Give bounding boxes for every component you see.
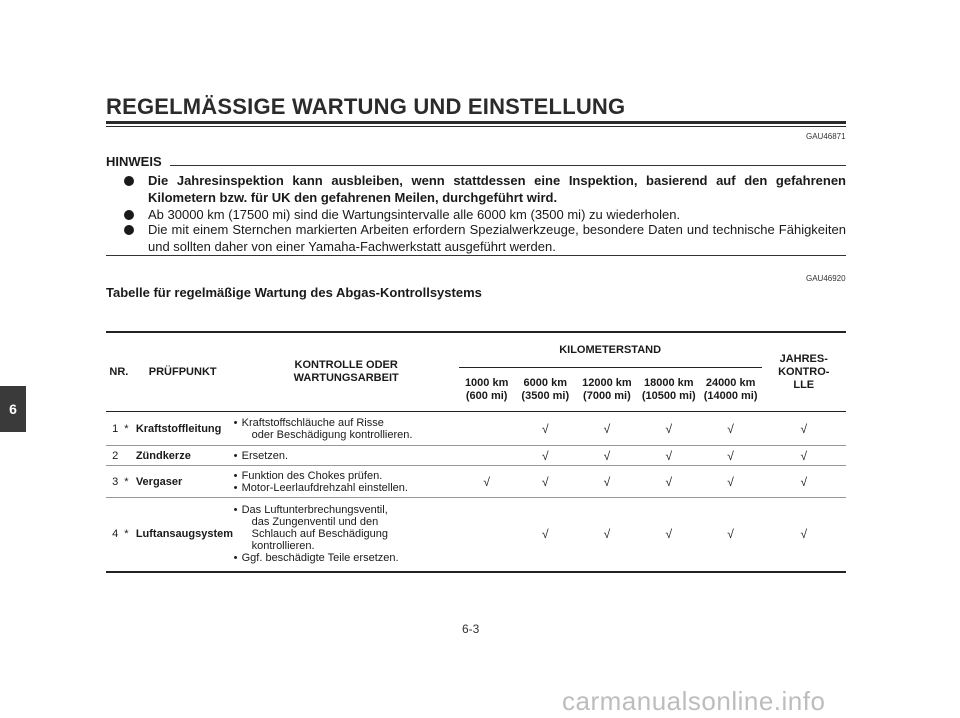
header-km-6000: 6000 km (3500 mi) (515, 368, 576, 412)
check-cell: √ (762, 466, 846, 498)
row-star: * (124, 466, 132, 498)
watermark: carmanualsonline.info (562, 686, 826, 716)
row-item: Luftansaugsystem (132, 498, 234, 572)
header-km-1000: 1000 km (600 mi) (459, 368, 515, 412)
row-nr: 3 (106, 466, 124, 498)
check-cell: √ (762, 446, 846, 466)
hinweis-bullet-1 (124, 172, 846, 206)
row-item: Vergaser (132, 466, 234, 498)
hinweis-bullet-text: Die mit einem Sternchen markierten Arbeiten erfordern Spezialwerkzeuge, besondere Daten und technische Fähigkeiten und sollten daher von einer Yamaha-Fachwerkstatt ausgeführt werden. (148, 222, 846, 254)
table-row (106, 446, 846, 466)
hinweis-bullet-text: Die Jahresinspektion kann ausbleiben, wenn stattdessen eine Inspektion, basierend auf den gefahrenen Kilometern bzw. für UK den gefahrenen Meilen, durchgeführt wird. (148, 173, 846, 205)
row-item: Zündkerze (132, 446, 234, 466)
bullet-icon (124, 225, 134, 235)
check-cell: √ (576, 446, 638, 466)
header-kilometerstand: KILOMETERSTAND (459, 332, 762, 368)
check-cell: √ (762, 498, 846, 572)
work-line: • Ggf. beschädigte Teile ersetzen. (234, 552, 459, 564)
hinweis-bullet-3 (124, 221, 846, 255)
table-row (106, 412, 846, 446)
check-cell: √ (700, 498, 762, 572)
check-cell: √ (638, 412, 700, 446)
work-line: oder Beschädigung kontrollieren. (251, 428, 413, 441)
page-title: REGELMÄSSIGE WARTUNG UND EINSTELLUNG (106, 94, 626, 119)
work-line: • Kraftstoffschläuche auf Risse (234, 417, 459, 429)
chapter-tab: 6 (0, 386, 26, 432)
bullet-icon (124, 210, 134, 220)
check-cell: √ (576, 466, 638, 498)
table-subtitle: Tabelle für regelmäßige Wartung des Abgas-Kontrollsystems (106, 285, 482, 300)
header-jahres: JAHRES-KONTRO-LLE (762, 332, 846, 412)
hinweis-rule (170, 165, 846, 166)
check-cell: √ (576, 498, 638, 572)
row-item: Kraftstoffleitung (132, 412, 234, 446)
hinweis-end-rule (106, 255, 846, 256)
title-rule (106, 121, 846, 124)
row-star (124, 446, 132, 466)
row-work (234, 412, 459, 446)
header-kontrolle: KONTROLLE ODER WARTUNGSARBEIT (234, 332, 459, 412)
check-cell: √ (515, 498, 576, 572)
maintenance-table (106, 331, 846, 573)
hinweis-label: HINWEIS (106, 154, 162, 169)
check-cell: √ (459, 466, 515, 498)
check-cell: √ (700, 446, 762, 466)
table-row (106, 498, 846, 572)
row-nr: 4 (106, 498, 124, 572)
row-work (234, 446, 459, 466)
check-cell: √ (638, 498, 700, 572)
header-km-24000: 24000 km (14000 mi) (700, 368, 762, 412)
work-line: • Motor-Leerlaufdrehzahl einstellen. (234, 482, 459, 494)
check-cell: √ (762, 412, 846, 446)
work-line: • Das Luftunterbrechungsventil, (234, 504, 459, 516)
row-nr: 2 (106, 446, 124, 466)
check-cell: √ (700, 412, 762, 446)
section-code: GAU46871 (806, 132, 846, 141)
work-line: Schlauch auf Beschädigung (251, 528, 388, 541)
check-cell: √ (515, 466, 576, 498)
bullet-icon (124, 176, 134, 186)
check-cell: √ (700, 466, 762, 498)
work-line: kontrollieren. (251, 540, 315, 553)
section-code: GAU46920 (806, 274, 846, 283)
work-line: • Funktion des Chokes prüfen. (234, 470, 459, 482)
row-work (234, 498, 459, 572)
check-cell: √ (576, 412, 638, 446)
check-cell (459, 412, 515, 446)
work-line: das Zungenventil und den (251, 516, 379, 529)
header-km-18000: 18000 km (10500 mi) (638, 368, 700, 412)
header-km-12000: 12000 km (7000 mi) (576, 368, 638, 412)
work-line: • Ersetzen. (234, 450, 459, 462)
row-star: * (124, 412, 132, 446)
check-cell (459, 446, 515, 466)
row-work (234, 466, 459, 498)
hinweis-bullet-text: Ab 30000 km (17500 mi) sind die Wartungsintervalle alle 6000 km (3500 mi) zu wiederholen. (148, 207, 681, 222)
title-rule-thin (106, 126, 846, 127)
page-number: 6-3 (462, 622, 480, 636)
header-pruefpunkt: PRÜFPUNKT (132, 332, 234, 412)
row-nr: 1 (106, 412, 124, 446)
check-cell: √ (515, 446, 576, 466)
check-cell: √ (638, 466, 700, 498)
check-cell: √ (515, 412, 576, 446)
check-cell: √ (638, 446, 700, 466)
row-star: * (124, 498, 132, 572)
header-nr: NR. (106, 332, 132, 412)
table-row (106, 466, 846, 498)
check-cell (459, 498, 515, 572)
